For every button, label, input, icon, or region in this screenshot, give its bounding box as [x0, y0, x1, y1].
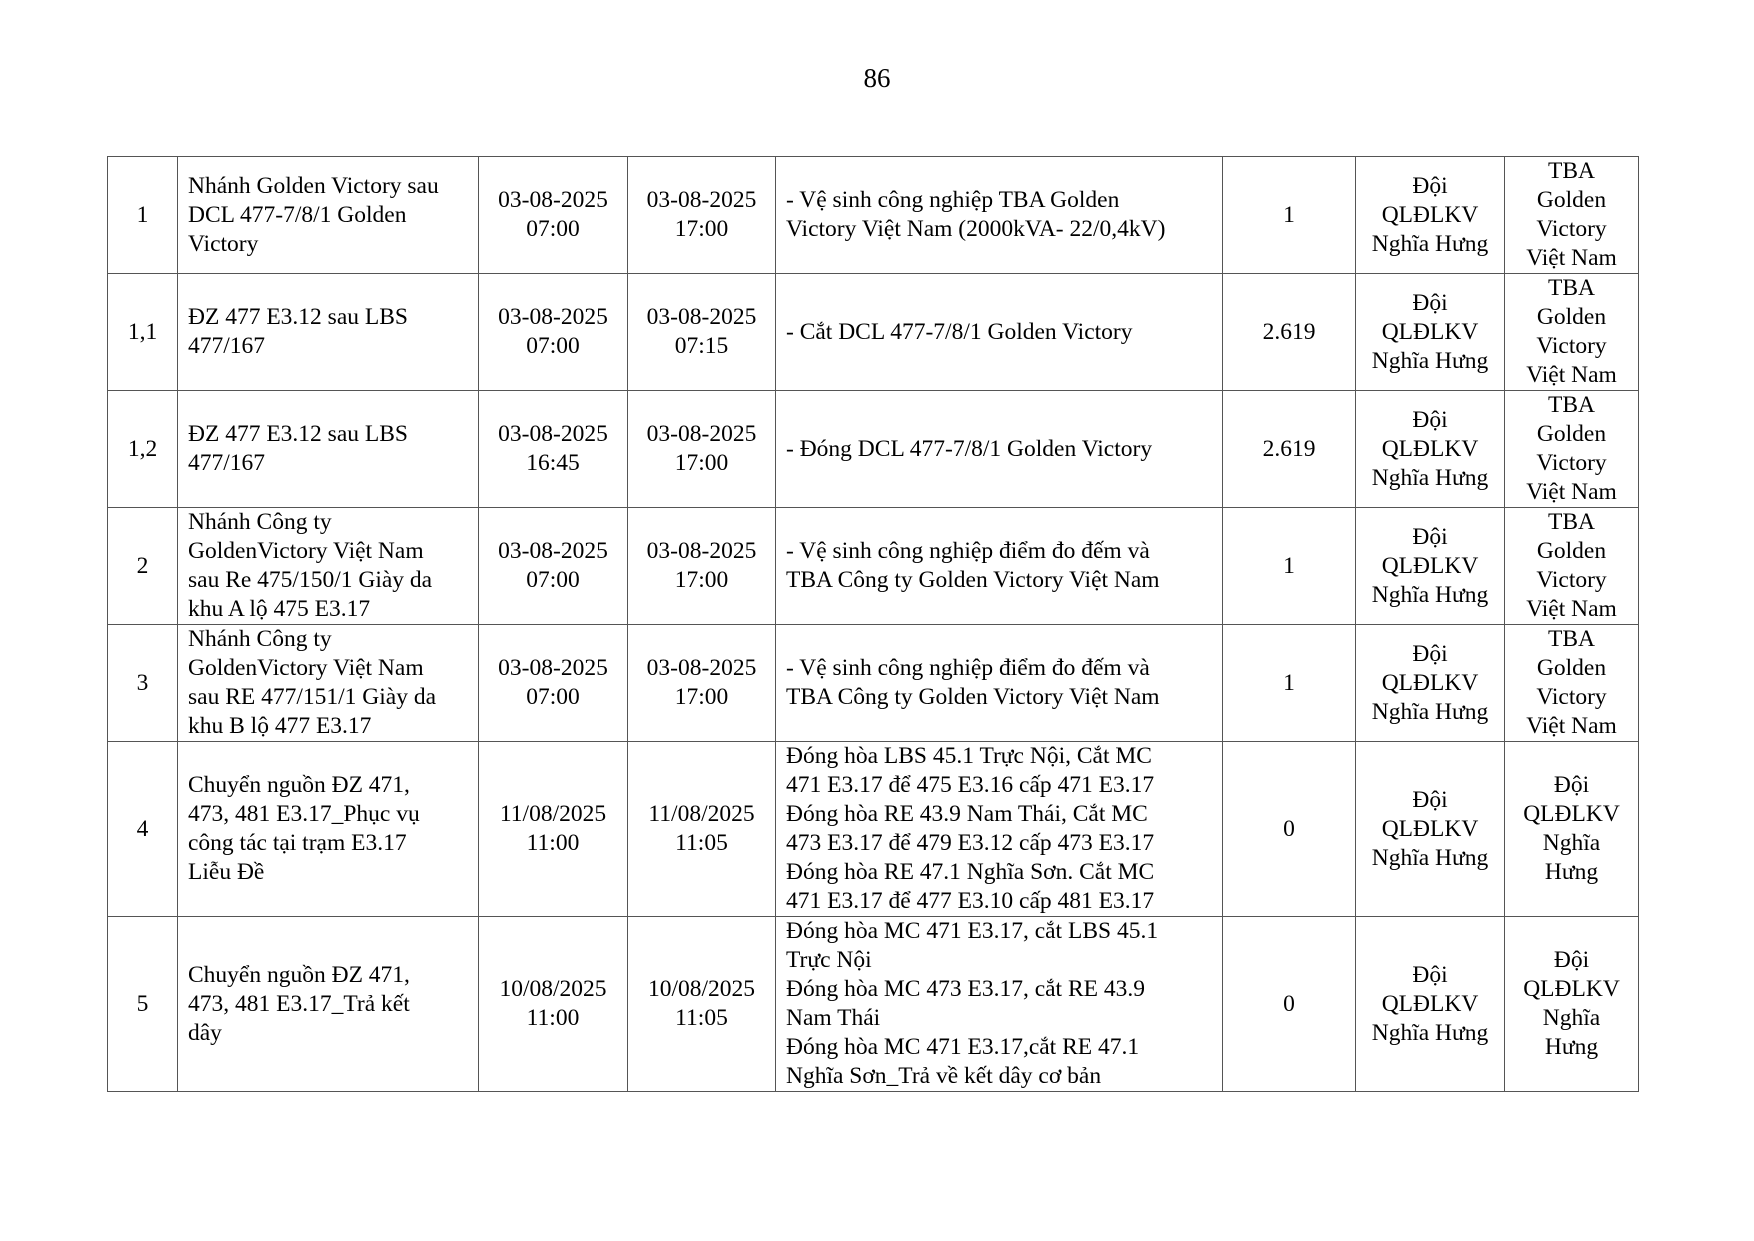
cell-text-line: QLĐLKV [1381, 990, 1479, 1017]
cell-text-line: dây [188, 1019, 222, 1046]
cell-end-time [628, 157, 776, 274]
cell-stt: 4 [108, 742, 178, 917]
cell-text-line: Nghĩa [1542, 830, 1601, 856]
cell-text-line: ĐZ 477 E3.12 sau LBS [188, 304, 408, 330]
cell-text-line: 11:00 [526, 830, 580, 856]
cell-responsible-unit [1356, 742, 1505, 917]
cell-location [1505, 625, 1639, 742]
cell-text-line: QLĐLKV [1381, 201, 1479, 228]
cell-end-time [628, 742, 776, 917]
cell-text-line: 07:00 [526, 216, 580, 242]
cell-end-time [628, 917, 776, 1092]
cell-text-line: 03-08-2025 [646, 187, 757, 213]
cell-responsible-unit [1356, 157, 1505, 274]
cell-stt: 2 [108, 508, 178, 625]
cell-customer-count: 0 [1223, 917, 1356, 1092]
cell-text-line: 03-08-2025 [498, 304, 608, 330]
cell-text-line: Nhánh Công ty [188, 509, 332, 535]
cell-text-line: TBA Công ty Golden Victory Việt Nam [786, 567, 1160, 593]
cell-text-line: 473 E3.17 để 479 E3.12 cấp 473 E3.17 [786, 830, 1155, 856]
cell-responsible-unit [1356, 508, 1505, 625]
cell-line-name [178, 274, 479, 391]
cell-text-line: Việt Nam [1526, 245, 1617, 271]
cell-line-name [178, 625, 479, 742]
cell-text-line: 03-08-2025 [646, 538, 757, 564]
cell-text-line: Victory [1536, 684, 1607, 710]
cell-text-line: 07:00 [526, 333, 580, 359]
cell-start-time [479, 508, 628, 625]
cell-text-line: TBA [1548, 626, 1595, 652]
cell-text-line: 03-08-2025 [498, 187, 608, 213]
cell-line-name [178, 157, 479, 274]
cell-text-line: Nhánh Golden Victory sau [188, 172, 439, 199]
cell-text-line: Đóng hòa MC 473 E3.17, cắt RE 43.9 [786, 976, 1145, 1002]
cell-text-line: 11:05 [675, 1005, 728, 1031]
cell-text-line: Đội [1412, 406, 1448, 433]
cell-customer-count: 2.619 [1223, 391, 1356, 508]
cell-text-line: 473, 481 E3.17_Trả kết [188, 990, 410, 1017]
cell-responsible-unit [1356, 391, 1505, 508]
table-row [108, 742, 1639, 917]
cell-text-line: Golden [1536, 538, 1607, 564]
cell-text-line: Chuyển nguồn ĐZ 471, [188, 961, 410, 988]
cell-customer-count: 1 [1223, 157, 1356, 274]
cell-text-line: 07:00 [526, 684, 580, 710]
cell-text-line: Đội [1553, 772, 1590, 798]
cell-customer-count: 1 [1223, 508, 1356, 625]
cell-text-line: - Vệ sinh công nghiệp điểm đo đếm và [786, 655, 1150, 681]
cell-location [1505, 917, 1639, 1092]
table-row [108, 625, 1639, 742]
cell-text-line: Nghĩa Hưng [1371, 230, 1489, 257]
cell-text-line: QLĐLKV [1523, 976, 1620, 1002]
cell-text-line: Liễu Đề [188, 859, 265, 885]
cell-end-time [628, 625, 776, 742]
cell-stt: 1 [108, 157, 178, 274]
cell-text-line: Hưng [1544, 859, 1599, 885]
cell-text-line: QLĐLKV [1381, 318, 1479, 345]
cell-text-line: sau Re 475/150/1 Giày da [188, 567, 433, 593]
cell-text-line: 11/08/2025 [648, 801, 755, 827]
cell-text-line: GoldenVictory Việt Nam [188, 538, 424, 564]
cell-start-time [479, 917, 628, 1092]
cell-work-content [776, 508, 1223, 625]
cell-text-line: Nghĩa Hưng [1371, 581, 1489, 608]
cell-stt: 1,1 [108, 274, 178, 391]
cell-text-line: 03-08-2025 [498, 655, 608, 681]
cell-work-content [776, 391, 1223, 508]
cell-responsible-unit [1356, 625, 1505, 742]
cell-text-line: Nghĩa Hưng [1371, 1019, 1489, 1046]
cell-text-line: 03-08-2025 [498, 538, 608, 564]
cell-text-line: Nghĩa Hưng [1371, 464, 1489, 491]
table-row [108, 274, 1639, 391]
table-row [108, 391, 1639, 508]
cell-text-line: Nghĩa Hưng [1371, 347, 1489, 374]
cell-stt: 5 [108, 917, 178, 1092]
table-row [108, 157, 1639, 274]
cell-end-time [628, 391, 776, 508]
cell-text-line: - Cắt DCL 477-7/8/1 Golden Victory [786, 318, 1133, 345]
cell-text-line: Nghĩa Sơn_Trả về kết dây cơ bản [786, 1063, 1102, 1089]
cell-text-line: Victory [1536, 333, 1607, 359]
cell-text-line: TBA Công ty Golden Victory Việt Nam [786, 684, 1160, 710]
cell-text-line: - Vệ sinh công nghiệp điểm đo đếm và [786, 538, 1150, 564]
cell-text-line: QLĐLKV [1381, 815, 1479, 842]
cell-text-line: 17:00 [674, 684, 729, 710]
cell-text-line: Đóng hòa MC 471 E3.17,cắt RE 47.1 [786, 1034, 1140, 1060]
cell-text-line: Nghĩa Hưng [1371, 844, 1489, 871]
cell-line-name [178, 391, 479, 508]
cell-text-line: 471 E3.17 để 477 E3.10 cấp 481 E3.17 [786, 888, 1155, 914]
cell-text-line: Chuyển nguồn ĐZ 471, [188, 772, 410, 798]
cell-text-line: 03-08-2025 [646, 421, 757, 447]
cell-text-line: Golden [1536, 187, 1607, 213]
cell-text-line: Việt Nam [1526, 362, 1617, 388]
cell-work-content [776, 742, 1223, 917]
cell-text-line: 473, 481 E3.17_Phục vụ [188, 801, 420, 827]
cell-text-line: QLĐLKV [1381, 669, 1479, 696]
cell-text-line: Việt Nam [1526, 596, 1617, 622]
cell-text-line: Việt Nam [1526, 479, 1617, 505]
cell-text-line: Đội [1553, 947, 1590, 973]
cell-text-line: Nhánh Công ty [188, 626, 332, 652]
cell-stt: 3 [108, 625, 178, 742]
cell-work-content [776, 157, 1223, 274]
cell-text-line: 16:45 [526, 450, 580, 476]
cell-text-line: Đóng hòa MC 471 E3.17, cắt LBS 45.1 [786, 918, 1159, 944]
cell-text-line: sau RE 477/151/1 Giày da [188, 684, 437, 710]
cell-line-name [178, 917, 479, 1092]
cell-text-line: Đóng hòa RE 47.1 Nghĩa Sơn. Cắt MC [786, 859, 1155, 885]
cell-text-line: Đội [1412, 786, 1448, 813]
cell-text-line: Victory [1536, 567, 1607, 593]
cell-end-time [628, 508, 776, 625]
cell-line-name [178, 742, 479, 917]
cell-customer-count: 0 [1223, 742, 1356, 917]
cell-text-line: Nam Thái [786, 1005, 881, 1031]
cell-text-line: Golden [1536, 421, 1607, 447]
cell-start-time [479, 274, 628, 391]
cell-text-line: 03-08-2025 [646, 304, 757, 330]
cell-text-line: Hưng [1544, 1034, 1599, 1060]
cell-text-line: Việt Nam [1526, 713, 1617, 739]
table-row [108, 917, 1639, 1092]
cell-text-line: 17:00 [674, 567, 729, 593]
cell-start-time [479, 742, 628, 917]
cell-location [1505, 742, 1639, 917]
cell-text-line: 17:00 [674, 216, 729, 242]
cell-text-line: Golden [1536, 304, 1607, 330]
cell-text-line: QLĐLKV [1381, 435, 1479, 462]
cell-text-line: Đội [1412, 523, 1448, 550]
cell-text-line: GoldenVictory Việt Nam [188, 655, 424, 681]
cell-text-line: TBA [1548, 392, 1595, 418]
cell-text-line: 11:00 [526, 1005, 580, 1031]
cell-text-line: 10/08/2025 [499, 976, 607, 1002]
cell-location [1505, 391, 1639, 508]
cell-text-line: 07:15 [674, 333, 729, 359]
cell-stt: 1,2 [108, 391, 178, 508]
cell-customer-count: 1 [1223, 625, 1356, 742]
cell-start-time [479, 625, 628, 742]
cell-start-time [479, 157, 628, 274]
cell-text-line: 477/167 [188, 333, 266, 359]
cell-text-line: Victory Việt Nam (2000kVA- 22/0,4kV) [786, 216, 1166, 242]
cell-text-line: Đội [1412, 172, 1448, 199]
cell-text-line: khu B lộ 477 E3.17 [188, 713, 372, 739]
cell-text-line: 10/08/2025 [647, 976, 756, 1002]
cell-text-line: Đội [1412, 640, 1448, 667]
cell-text-line: Golden [1536, 655, 1607, 681]
cell-text-line: Victory [1536, 216, 1607, 242]
cell-text-line: ĐZ 477 E3.12 sau LBS [188, 421, 408, 447]
cell-text-line: Trực Nội [786, 947, 872, 973]
cell-text-line: 07:00 [526, 567, 580, 593]
cell-start-time [479, 391, 628, 508]
cell-text-line: Nghĩa [1542, 1005, 1601, 1031]
cell-text-line: 477/167 [188, 450, 266, 476]
cell-end-time [628, 274, 776, 391]
page-number: 86 [863, 63, 891, 93]
cell-text-line: Đội [1412, 289, 1448, 316]
cell-text-line: Đóng hòa RE 43.9 Nam Thái, Cắt MC [786, 801, 1148, 827]
cell-text-line: QLĐLKV [1381, 552, 1479, 579]
cell-text-line: - Vệ sinh công nghiệp TBA Golden [786, 187, 1120, 213]
cell-text-line: - Đóng DCL 477-7/8/1 Golden Victory [786, 435, 1153, 462]
cell-text-line: 11/08/2025 [499, 801, 607, 827]
cell-text-line: Victory [1536, 450, 1607, 476]
cell-text-line: 03-08-2025 [646, 655, 757, 681]
cell-text-line: TBA [1548, 275, 1595, 301]
cell-text-line: Đội [1412, 961, 1448, 988]
cell-text-line: TBA [1548, 158, 1595, 184]
cell-text-line: 03-08-2025 [498, 421, 608, 447]
cell-text-line: Nghĩa Hưng [1371, 698, 1489, 725]
cell-text-line: DCL 477-7/8/1 Golden [188, 201, 407, 228]
cell-text-line: 11:05 [675, 830, 728, 856]
cell-text-line: QLĐLKV [1523, 801, 1620, 827]
cell-text-line: 17:00 [674, 450, 729, 476]
cell-work-content [776, 917, 1223, 1092]
cell-text-line: khu A lộ 475 E3.17 [188, 596, 371, 622]
cell-location [1505, 157, 1639, 274]
cell-work-content [776, 625, 1223, 742]
cell-work-content [776, 274, 1223, 391]
outage-schedule-table [107, 156, 1639, 1092]
cell-responsible-unit [1356, 917, 1505, 1092]
table-row [108, 508, 1639, 625]
cell-responsible-unit [1356, 274, 1505, 391]
cell-text-line: công tác tại trạm E3.17 [188, 830, 407, 856]
cell-text-line: TBA [1548, 509, 1595, 535]
cell-text-line: Đóng hòa LBS 45.1 Trực Nội, Cắt MC [786, 743, 1152, 769]
cell-location [1505, 508, 1639, 625]
cell-text-line: 471 E3.17 để 475 E3.16 cấp 471 E3.17 [786, 772, 1155, 798]
cell-text-line: Victory [188, 230, 259, 257]
cell-location [1505, 274, 1639, 391]
cell-line-name [178, 508, 479, 625]
cell-customer-count: 2.619 [1223, 274, 1356, 391]
